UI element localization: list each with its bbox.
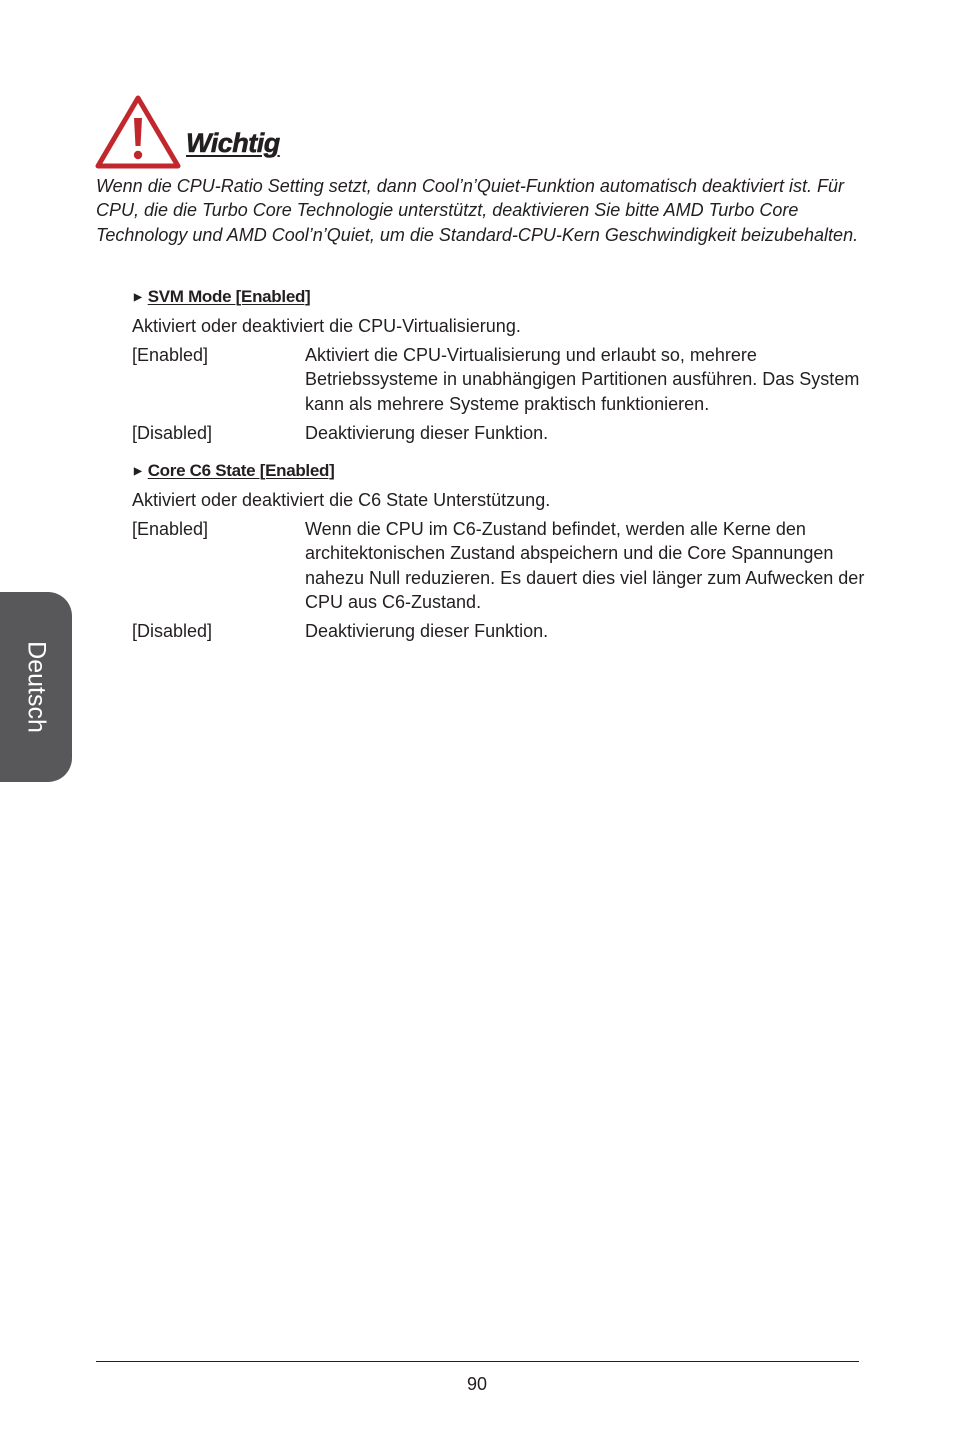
section-heading-label: SVM Mode [Enabled] <box>147 287 311 306</box>
section-heading-svm-mode <box>134 287 310 307</box>
triangle-bullet-icon: ▶ <box>134 291 142 303</box>
section-description: Aktiviert oder deaktiviert die C6 State Unterstützung. <box>132 490 551 510</box>
option-key: [Enabled] <box>132 345 209 365</box>
warning-triangle-icon <box>95 94 181 170</box>
important-note: Wenn die CPU-Ratio Setting setzt, dann Cool’n’Quiet-Funktion automatisch deaktiviert ist. Für CPU, die die Turbo Core Technologie unterstützt, deaktivieren Sie bitte AMD Turbo Core Technology und AMD Cool’n’Quiet, um die Standard-CPU-Kern Geschwindigkeit beizubehalten. <box>96 176 859 245</box>
language-tab-label: Deutsch <box>22 641 51 733</box>
triangle-bullet-icon: ▶ <box>134 465 142 477</box>
section-heading-label: Core C6 State [Enabled] <box>147 461 335 480</box>
section-heading-core-c6-state <box>134 461 334 481</box>
language-side-tab <box>0 592 72 782</box>
option-description: Deaktivierung dieser Funktion. <box>305 423 549 443</box>
option-key: [Enabled] <box>132 519 209 539</box>
option-description: Deaktivierung dieser Funktion. <box>305 621 549 641</box>
option-key: [Disabled] <box>132 423 213 443</box>
option-description: Aktiviert die CPU-Virtualisierung und erlaubt so, mehrere Betriebssysteme in unabhängigen Partitionen ausführen. Das System kann als mehrere Systeme praktisch funktionieren. <box>305 345 860 414</box>
section-description: Aktiviert oder deaktiviert die CPU-Virtualisierung. <box>132 316 521 336</box>
option-key: [Disabled] <box>132 621 213 641</box>
footer-divider <box>96 1361 859 1362</box>
option-description: Wenn die CPU im C6-Zustand befindet, werden alle Kerne den architektonischen Zustand abspeichern und die Core Spannungen nahezu Null reduzieren. Es dauert dies viel länger zum Aufwecken der CPU aus C6-Zustand. <box>305 519 865 613</box>
page-number: 90 <box>466 1374 488 1394</box>
important-title: Wichtig <box>186 128 280 158</box>
